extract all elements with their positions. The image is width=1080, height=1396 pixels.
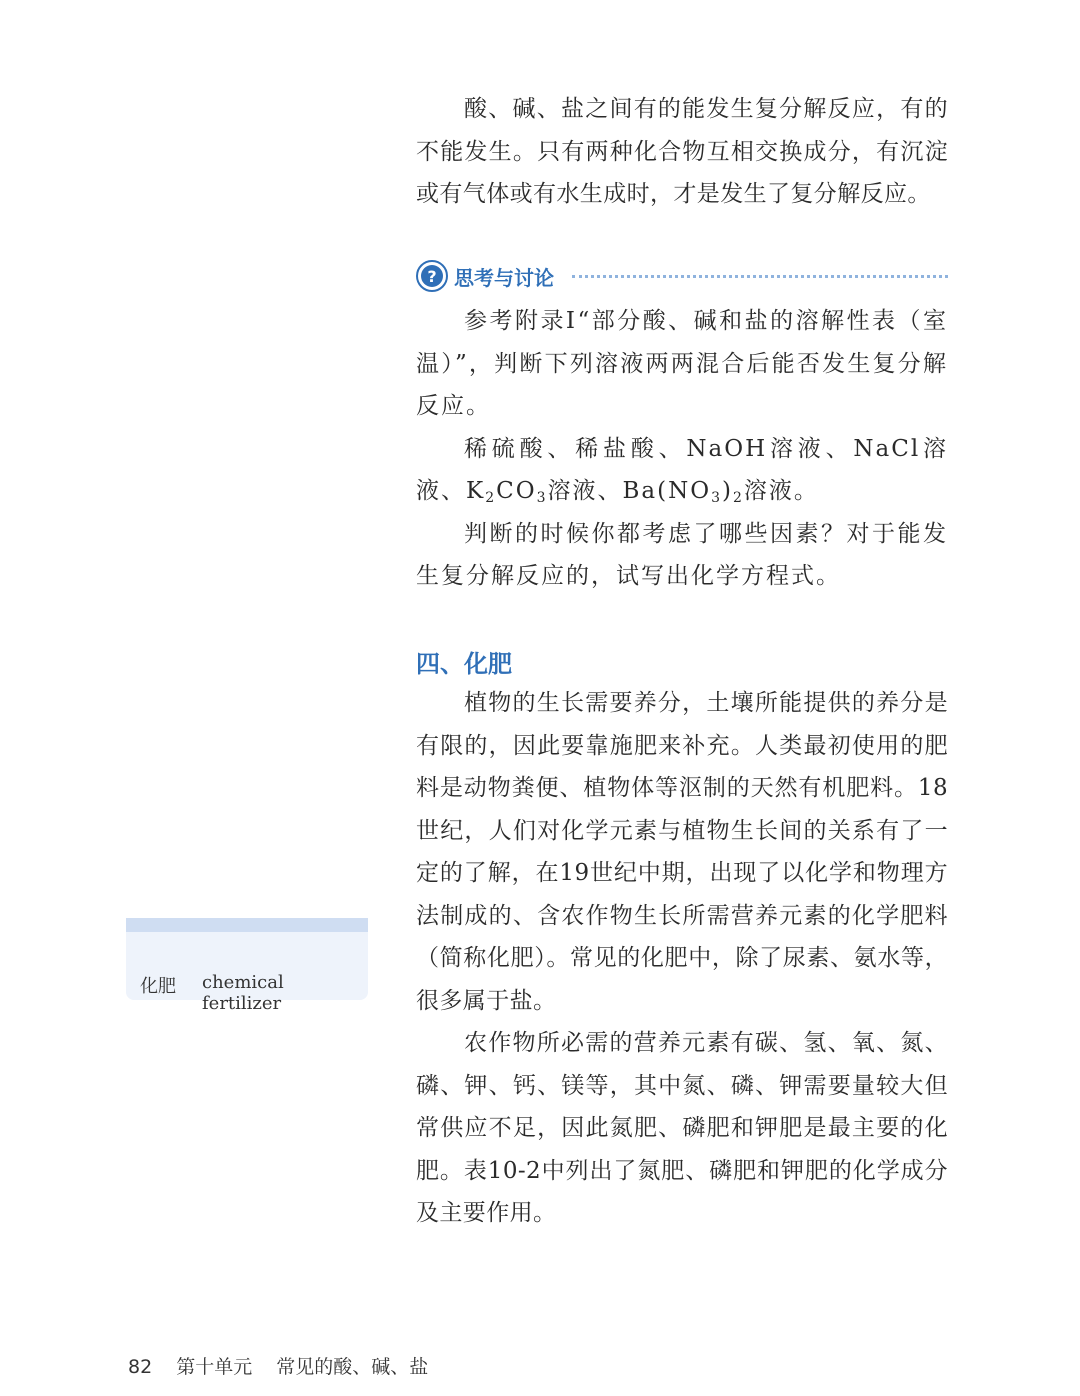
footer-unit: 第十单元 bbox=[176, 1356, 253, 1378]
intro-paragraph: 酸、碱、盐之间有的能发生复分解反应，有的不能发生。只有两种化合物互相交换成分，有沉淀或有气体或有水生成时，才是发生了复分解反应。 bbox=[416, 96, 948, 207]
glossary-box bbox=[126, 918, 368, 1014]
footer-unit-title: 常见的酸、碱、盐 bbox=[276, 1356, 429, 1378]
dotted-divider bbox=[572, 275, 948, 278]
fertilizer-section bbox=[416, 682, 948, 1235]
discussion-title: 思考与讨论 bbox=[454, 265, 554, 290]
page-footer bbox=[128, 1352, 428, 1379]
page-number: 82 bbox=[128, 1356, 153, 1378]
glossary-term-en: chemical fertilizer bbox=[202, 972, 284, 1014]
intro-block bbox=[416, 88, 948, 216]
discussion-body bbox=[416, 300, 948, 598]
fertilizer-paragraph-1: 植物的生长需要养分，土壤所能提供的养分是有限的，因此要靠施肥来补充。人类最初使用的肥料是动物粪便、植物体等沤制的天然有机肥料。18世纪，人们对化学元素与植物生长间的关系有了一定的了解，在19世纪中期，出现了以化学和物理方法制成的、含农作物生长所需营养元素的化学肥料（简称化肥）。常见的化肥中，除了尿素、氨水等，很多属于盐。 bbox=[416, 690, 948, 1014]
discussion-header bbox=[416, 258, 948, 294]
discussion-paragraph-1: 参考附录Ⅰ“部分酸、碱和盐的溶解性表（室温）”，判断下列溶液两两混合后能否发生复分解反应。 bbox=[416, 308, 948, 419]
discussion-paragraph-3: 判断的时候你都考虑了哪些因素？对于能发生复分解反应的，试写出化学方程式。 bbox=[416, 520, 948, 589]
question-bubble-icon: ? bbox=[416, 260, 448, 292]
section-heading: 四、化肥 bbox=[416, 650, 512, 678]
glossary-term-zh: 化肥 bbox=[140, 976, 176, 997]
discussion-solutions: 稀硫酸、稀盐酸、NaOH溶液、NaCl溶液、$K_2CO_3$溶液、$Ba(NO_3)_2$溶液。 bbox=[416, 435, 948, 506]
fertilizer-paragraph-2: 农作物所必需的营养元素有碳、氢、氧、氮、磷、钾、钙、镁等，其中氮、磷、钾需要量较大但常供应不足，因此氮肥、磷肥和钾肥是最主要的化肥。表10-2中列出了氮肥、磷肥和钾肥的化学成分及主要作用。 bbox=[416, 1030, 948, 1226]
